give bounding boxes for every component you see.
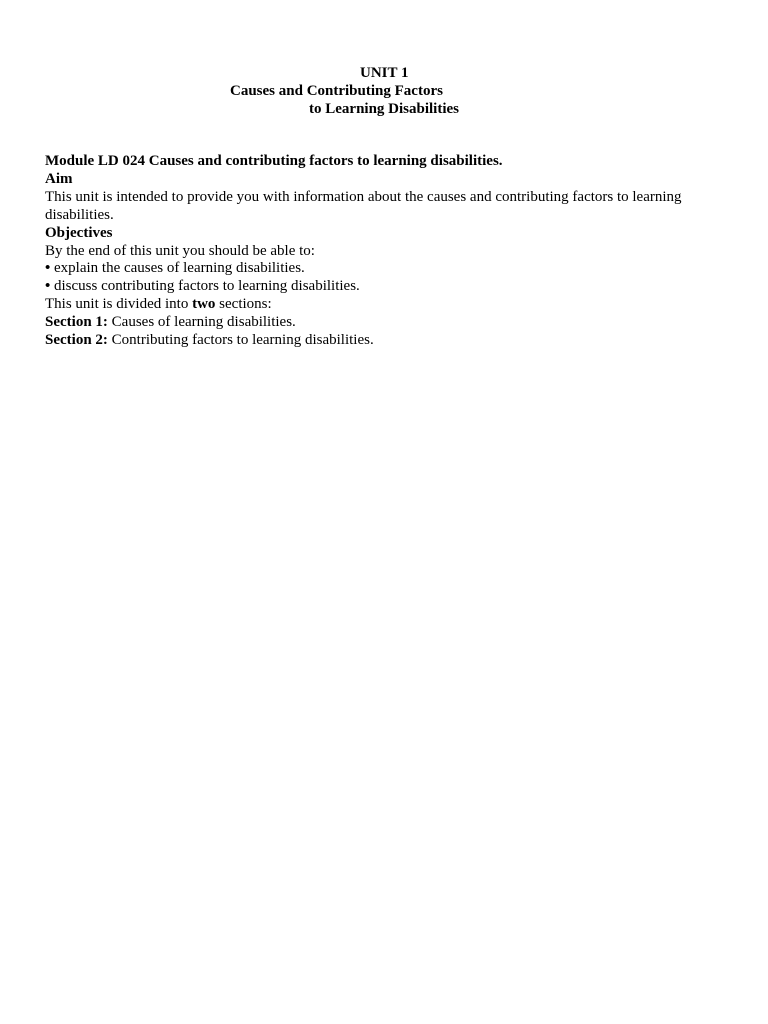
section-label: Section 1:: [45, 314, 108, 331]
division-count: two: [192, 296, 216, 313]
section-label: Section 2:: [45, 332, 108, 349]
objective-text: explain the causes of learning disabilities.: [54, 260, 305, 277]
section-item: [45, 314, 705, 332]
objective-item: [45, 260, 705, 278]
division-text-before: This unit is divided into: [45, 296, 193, 313]
objectives-heading: Objectives: [45, 224, 113, 241]
unit-body: [45, 153, 705, 350]
objectives-intro: By the end of this unit you should be able to:: [45, 242, 315, 259]
division-statement: [45, 296, 705, 314]
objective-text: discuss contributing factors to learning disabilities.: [54, 278, 360, 295]
objective-item: [45, 278, 705, 296]
section-text: Causes of learning disabilities.: [111, 314, 296, 331]
division-text-after: sections:: [215, 296, 272, 313]
aim-text: This unit is intended to provide you with information about the causes and contributing factors to learning disabilities.: [45, 188, 682, 223]
unit-title: UNIT 1: [360, 65, 409, 81]
bullet-icon: •: [45, 278, 51, 295]
section-text: Contributing factors to learning disabilities.: [111, 332, 374, 349]
bullet-icon: •: [45, 260, 51, 277]
aim-heading: Aim: [45, 170, 73, 187]
section-item: [45, 332, 705, 350]
module-heading: Module LD 024 Causes and contributing factors to learning disabilities.: [45, 153, 503, 169]
unit-subtitle-line-1: Causes and Contributing Factors: [230, 83, 443, 99]
unit-subtitle-line-2: to Learning Disabilities: [309, 101, 460, 117]
